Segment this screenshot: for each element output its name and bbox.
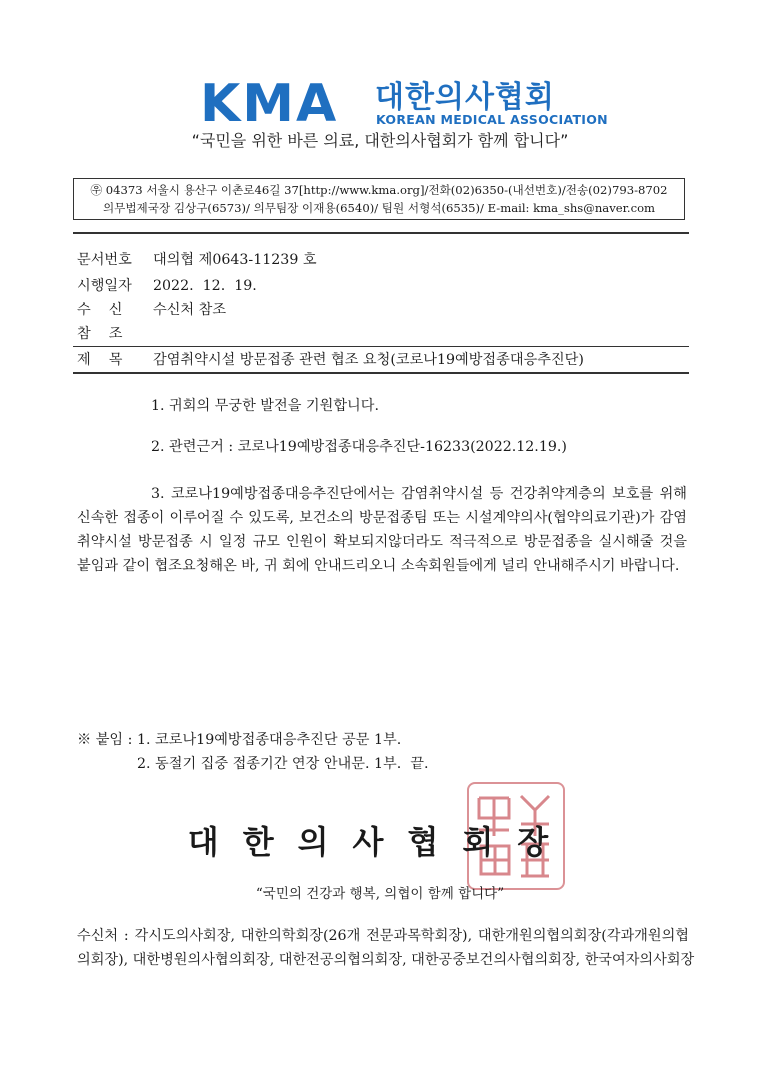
reference-label: 참 조 [77, 326, 123, 342]
attachment-item-1: 1. 코로나19예방접종대응추진단 공문 1부. [137, 732, 402, 748]
date-label: 시행일자 [77, 278, 132, 294]
address-box [73, 178, 685, 220]
kma-logo-korean: 대한의사협회 [375, 80, 555, 115]
signature-title: 대한의사협회장 [187, 823, 573, 861]
doc-number: 대의협 제0643-11239 호 [153, 252, 317, 268]
recipient-row [77, 300, 226, 320]
date-row [77, 276, 257, 296]
kma-logo-mark: KMA [200, 74, 339, 134]
subject: 감염취약시설 방문접종 관련 협조 요청(코로나19예방접종대응추진단) [153, 352, 584, 368]
paragraph-2: 2. 관련근거 : 코로나19예방접종대응추진단-16233(2022.12.19.) [151, 439, 567, 455]
address-line-1: ㉾ 04373 서울시 용산구 이촌로46길 37[http://www.kma.org]/전화(02)6350-(내선번호)/전송(02)793-8702 [90, 183, 668, 197]
subject-divider-bottom [73, 372, 689, 374]
paragraph-3-line-3: 취약시설 방문접종 시 일정 규모 인원이 확보되지않더라도 적극적으로 방문접종을 실시해줄 것을 [77, 534, 687, 550]
closing-slogan: “국민의 건강과 행복, 의협이 함께 합니다” [255, 886, 505, 902]
paragraph-3-line-4: 붙임과 같이 협조요청해온 바, 귀 회에 안내드리오니 소속회원들에게 널리 안내해주시기 바랍니다. [77, 558, 680, 574]
recipients-line-1: 수신처 : 각시도의사회장, 대한의학회장(26개 전문과목학회장), 대한개원의협의회장(각과개원의협 [77, 928, 689, 944]
header-divider [73, 232, 689, 234]
recipient-label: 수 신 [77, 302, 123, 318]
recipients-line-2: 의회장), 대한병원의사협의회장, 대한전공의협의회장, 대한공중보건의사협의회장, 한국여자의사회장 [77, 952, 695, 968]
subject-label: 제 목 [77, 352, 123, 368]
kma-logo-english: KOREAN MEDICAL ASSOCIATION [376, 112, 608, 127]
reference-row [77, 324, 153, 344]
date: 2022. 12. 19. [153, 278, 257, 294]
paragraph-1: 1. 귀회의 무궁한 발전을 기원합니다. [151, 398, 379, 414]
address-line-2: 의무법제국장 김상구(6573)/ 의무팀장 이재용(6540)/ 팀원 서형석(6535)/ E-mail: kma_shs@naver.com [102, 201, 656, 215]
recipient: 수신처 참조 [153, 302, 227, 318]
paragraph-3-line-2: 신속한 접종이 이루어질 수 있도록, 보건소의 방문접종팀 또는 시설계약의사(협약의료기관)가 감염 [77, 510, 687, 526]
paragraph-3-line-1: 3. 코로나19예방접종대응추진단에서는 감염취약시설 등 건강취약계층의 보호를 위해 [151, 486, 687, 502]
attachment-item-2: 2. 동절기 집중 접종기간 연장 안내문. 1부. 끝. [137, 756, 429, 772]
doc-number-row [77, 250, 317, 270]
subject-divider-top [73, 346, 689, 347]
doc-number-label: 문서번호 [77, 252, 132, 268]
attachments-label: ※ 붙임 : [77, 732, 133, 748]
subject-row [77, 350, 584, 370]
header-slogan: “국민을 위한 바른 의료, 대한의사협회가 함께 합니다” [191, 131, 569, 150]
